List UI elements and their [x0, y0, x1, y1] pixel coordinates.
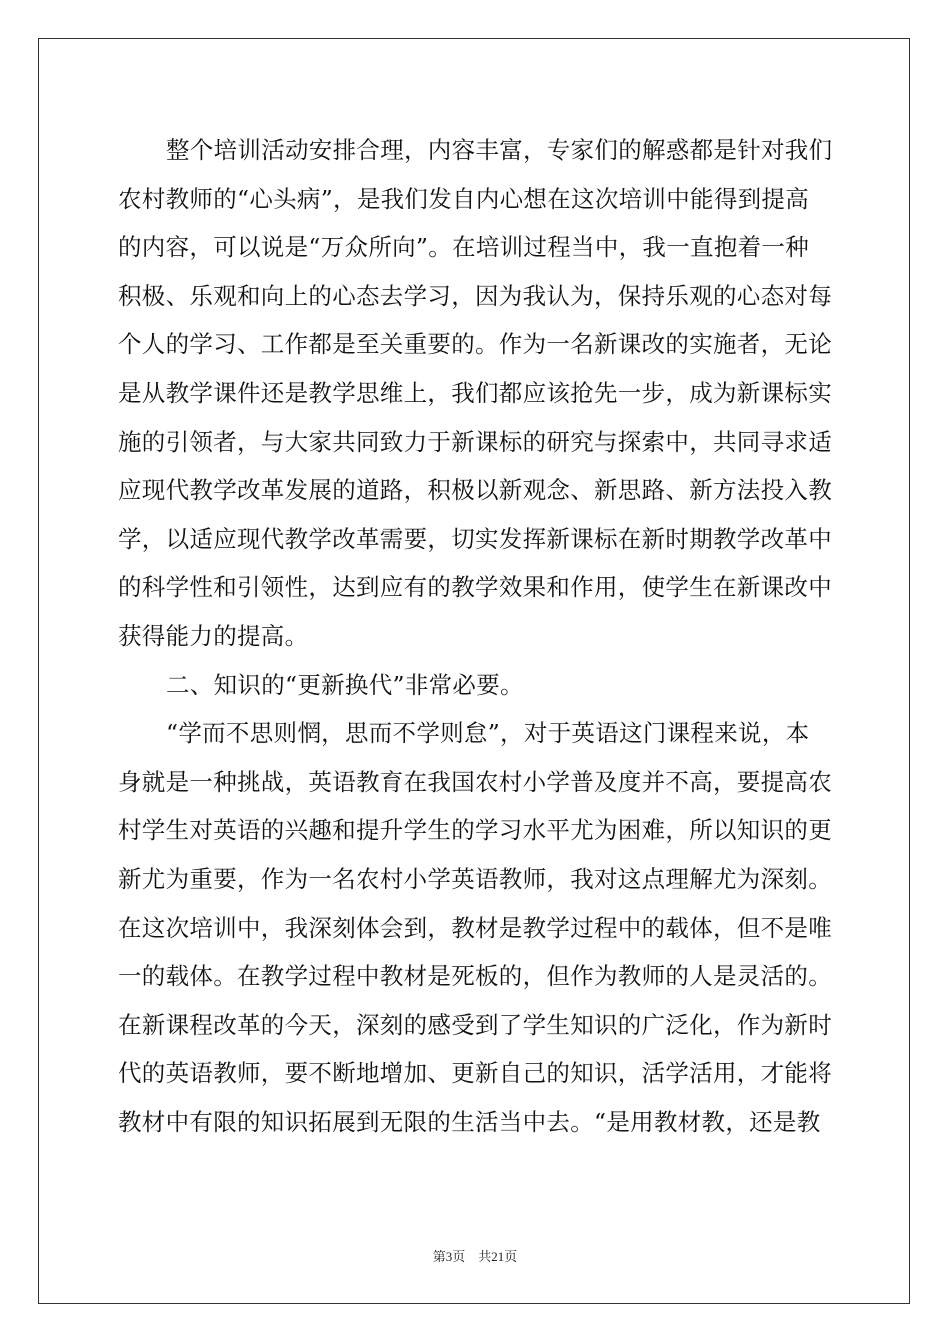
text-line: 的科学性和引领性，达到应有的教学效果和作用，使学生在新课改中	[118, 573, 832, 602]
text-line: 身就是一种挑战，英语教育在我国农村小学普及度并不高，要提高农	[118, 767, 832, 796]
page-footer: 第3页 共21页	[432, 1249, 518, 1264]
text-line: 整个培训活动安排合理，内容丰富，专家们的解惑都是针对我们	[166, 136, 833, 164]
text-line: 的内容，可以说是“万众所向”。在培训过程当中，我一直抱着一种	[118, 233, 810, 262]
text-line: 农村教师的“心头病”，是我们发自内心想在这次培训中能得到提高	[118, 184, 810, 213]
text-line: 是从教学课件还是教学思维上，我们都应该抢先一步，成为新课标实	[118, 378, 832, 407]
text-line: 个人的学习、工作都是至关重要的。作为一名新课改的实施者，无论	[118, 330, 832, 359]
text-line: 应现代教学改革发展的道路，积极以新观念、新思路、新方法投入教	[118, 476, 832, 505]
text-line: 获得能力的提高。	[118, 621, 309, 650]
document-body	[118, 126, 838, 1146]
text-line: 在新课程改革的今天，深刻的感受到了学生知识的广泛化，作为新时	[118, 1010, 832, 1039]
text-line: 积极、乐观和向上的心态去学习，因为我认为，保持乐观的心态对每	[118, 281, 832, 310]
text-line: 在这次培训中，我深刻体会到，教材是教学过程中的载体，但不是唯	[118, 913, 832, 942]
text-line: 教材中有限的知识拓展到无限的生活当中去。“是用教材教，还是教	[118, 1107, 821, 1136]
text-line: 村学生对英语的兴趣和提升学生的学习水平尤为困难，所以知识的更	[118, 816, 832, 845]
text-line: 学，以适应现代教学改革需要，切实发挥新课标在新时期教学改革中	[118, 524, 832, 553]
text-line: “学而不思则惘，思而不学则怠”，对于英语这门课程来说，本	[166, 719, 810, 748]
text-line: 新尤为重要，作为一名农村小学英语教师，我对这点理解尤为深刻。	[118, 864, 832, 893]
text-line: 一的载体。在教学过程中教材是死板的，但作为教师的人是灵活的。	[118, 962, 832, 991]
section-heading: 二、知识的“更新换代”非常必要。	[166, 670, 524, 699]
text-line: 施的引领者，与大家共同致力于新课标的研究与探索中，共同寻求适	[118, 427, 832, 456]
text-line: 代的英语教师，要不断地增加、更新自己的知识，活学活用，才能将	[118, 1059, 832, 1088]
